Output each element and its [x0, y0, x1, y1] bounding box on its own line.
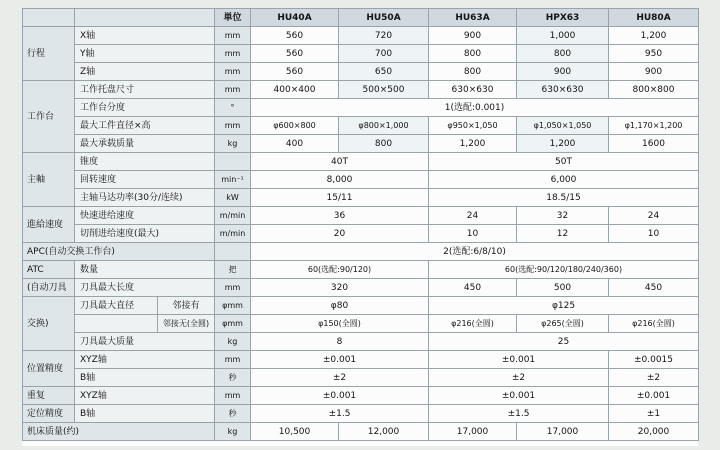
cell-rapid-hu40a-hu50a: 36: [251, 207, 429, 225]
table-row: [23, 171, 699, 189]
cell-mass-hu50a: 12,000: [339, 423, 429, 441]
cell-rep-b-hu40a-hu50a: ±1.5: [251, 405, 429, 423]
cell-pos-xyz-hu80a: ±0.0015: [609, 351, 699, 369]
row-unit-pallet-size: mm: [215, 81, 251, 99]
table-row: [23, 63, 699, 81]
row-unit-tool-length: mm: [215, 279, 251, 297]
row-unit-table-index: °: [215, 99, 251, 117]
cell-z-hu80a: 900: [609, 63, 699, 81]
cell-pallet-hu50a: 500×500: [339, 81, 429, 99]
row-label-tool-mass: 刀具最大质量: [75, 333, 215, 351]
cell-toollength-hu63a: 450: [429, 279, 517, 297]
tool-diameter-text: 刀具最大直径: [80, 300, 135, 311]
row-label-x-axis: X轴: [75, 27, 215, 45]
row-unit-apc: [215, 243, 251, 261]
cell-pos-b-hu80a: ±2: [609, 369, 699, 387]
table-row: [23, 243, 699, 261]
cell-rep-xyz-hu80a: ±0.001: [609, 387, 699, 405]
table-row: [23, 405, 699, 423]
cell-y-hu50a: 700: [339, 45, 429, 63]
tool-diameter-adjacent-no: 邻接无(全圆): [157, 315, 214, 332]
cell-workpiece-hu80a: φ1,170×1,200: [609, 117, 699, 135]
tool-diameter-adjacent-yes: 邻接有: [157, 297, 214, 314]
cell-pos-xyz-hu40a-hu50a: ±0.001: [251, 351, 429, 369]
group-atc-line2: (自动刀具: [23, 279, 75, 297]
table-row: [23, 279, 699, 297]
cell-load-hu50a: 800: [339, 135, 429, 153]
group-spindle: 主軸: [23, 153, 75, 207]
header-model-hu63a: HU63A: [429, 9, 517, 27]
row-label-tool-count: 数量: [75, 261, 215, 279]
cell-load-hu40a: 400: [251, 135, 339, 153]
machine-spec-table: [22, 8, 699, 441]
cell-x-hpx63: 1,000: [517, 27, 609, 45]
cell-rep-xyz-hu63a-hpx63: ±0.001: [429, 387, 609, 405]
cell-pos-b-hu40a-hu50a: ±2: [251, 369, 429, 387]
group-repeat-accuracy: 重复: [23, 387, 75, 405]
row-label-y-axis: Y轴: [75, 45, 215, 63]
cell-workpiece-hu40a: φ600×800: [251, 117, 339, 135]
table-row: [23, 423, 699, 441]
cell-pallet-hu63a: 630×630: [429, 81, 517, 99]
cell-power-15-11: 15/11: [251, 189, 429, 207]
table-row: [23, 369, 699, 387]
cell-toollength-hu80a: 450: [609, 279, 699, 297]
cell-table-index-all: 1(选配:0.001): [251, 99, 699, 117]
cell-z-hu50a: 650: [339, 63, 429, 81]
group-machine-mass: 机床质量(约): [23, 423, 215, 441]
row-unit-tool-mass: kg: [215, 333, 251, 351]
cell-toolcount-hu40a-hu50a: 60(选配:90/120): [251, 261, 429, 279]
cell-taper-50t: 50T: [429, 153, 699, 171]
cell-tooldia-free-hu40a-hu50a: φ150(全圆): [251, 315, 429, 333]
table-row: [23, 27, 699, 45]
cell-pallet-hpx63: 630×630: [517, 81, 609, 99]
cell-tooldia-free-hu63a: φ216(全圆): [429, 315, 517, 333]
cell-pallet-hu80a: 800×800: [609, 81, 699, 99]
cell-mass-hpx63: 17,000: [517, 423, 609, 441]
row-label-tool-diameter-free: [75, 315, 215, 333]
cell-x-hu40a: 560: [251, 27, 339, 45]
cell-power-185-15: 18.5/15: [429, 189, 699, 207]
cell-rep-xyz-hu40a-hu50a: ±0.001: [251, 387, 429, 405]
row-label-max-load: 最大承载质量: [75, 135, 215, 153]
cell-y-hpx63: 800: [517, 45, 609, 63]
row-unit-tool-diameter: φmm: [215, 297, 251, 315]
table-row: [23, 387, 699, 405]
table-row: [23, 315, 699, 333]
cell-pos-b-hu63a-hpx63: ±2: [429, 369, 609, 387]
spec-table-sheet: [22, 8, 698, 446]
table-row: [23, 351, 699, 369]
cell-y-hu80a: 950: [609, 45, 699, 63]
row-label-tool-length: 刀具最大长度: [75, 279, 215, 297]
cell-speed-8000: 8,000: [251, 171, 429, 189]
row-unit-x-axis: mm: [215, 27, 251, 45]
group-stroke: 行程: [23, 27, 75, 81]
cell-x-hu50a: 720: [339, 27, 429, 45]
table-row: [23, 153, 699, 171]
table-header-row: [23, 9, 699, 27]
row-label-spindle-power: 主轴马达功率(30分/连续): [75, 189, 215, 207]
cell-toolmass-hu40a-hu50a: 8: [251, 333, 429, 351]
cell-tooldia-hu40a-hu50a: φ80: [251, 297, 429, 315]
cell-rapid-hpx63: 32: [517, 207, 609, 225]
header-model-hu40a: HU40A: [251, 9, 339, 27]
row-unit-cutting-feed: m/min: [215, 225, 251, 243]
table-row: [23, 99, 699, 117]
cell-z-hu40a: 560: [251, 63, 339, 81]
group-repeat-accuracy-line2: 定位精度: [23, 405, 75, 423]
cell-rep-b-hu80a: ±1: [609, 405, 699, 423]
cell-load-hu63a: 1,200: [429, 135, 517, 153]
group-position-accuracy: 位置精度: [23, 351, 75, 387]
row-unit-taper: [215, 153, 251, 171]
cell-mass-hu63a: 17,000: [429, 423, 517, 441]
row-unit-spindle-speed: min⁻¹: [215, 171, 251, 189]
cell-rapid-hu80a: 24: [609, 207, 699, 225]
cell-rep-b-hu63a-hpx63: ±1.5: [429, 405, 609, 423]
cell-mass-hu80a: 20,000: [609, 423, 699, 441]
cell-tooldia-rest: φ125: [429, 297, 699, 315]
row-label-rapid-feed: 快速进给速度: [75, 207, 215, 225]
cell-taper-40t: 40T: [251, 153, 429, 171]
row-label-pallet-size: 工作托盘尺寸: [75, 81, 215, 99]
row-unit-tool-count: 把: [215, 261, 251, 279]
cell-z-hpx63: 900: [517, 63, 609, 81]
cell-toolmass-rest: 25: [429, 333, 699, 351]
table-row: [23, 135, 699, 153]
cell-load-hu80a: 1600: [609, 135, 699, 153]
cell-toollength-hu40a-hu50a: 320: [251, 279, 429, 297]
cell-y-hu63a: 800: [429, 45, 517, 63]
group-table: 工作台: [23, 81, 75, 153]
row-unit-rapid-feed: m/min: [215, 207, 251, 225]
table-row: [23, 207, 699, 225]
row-label-pos-b: B轴: [75, 369, 215, 387]
table-row: [23, 225, 699, 243]
row-unit-spindle-power: kW: [215, 189, 251, 207]
group-atc: ATC: [23, 261, 75, 279]
row-unit-rep-b: 秒: [215, 405, 251, 423]
cell-tooldia-free-hu80a: φ216(全圆): [609, 315, 699, 333]
header-blank-1: [23, 9, 75, 27]
row-label-pos-xyz: XYZ轴: [75, 351, 215, 369]
row-label-taper: 锥度: [75, 153, 215, 171]
cell-x-hu80a: 1,200: [609, 27, 699, 45]
row-unit-max-workpiece: mm: [215, 117, 251, 135]
cell-z-hu63a: 800: [429, 63, 517, 81]
table-row: [23, 45, 699, 63]
table-row: [23, 117, 699, 135]
header-model-hpx63: HPX63: [517, 9, 609, 27]
row-unit-rep-xyz: mm: [215, 387, 251, 405]
cell-workpiece-hu63a: φ950×1,050: [429, 117, 517, 135]
cell-mass-hu40a: 10,500: [251, 423, 339, 441]
table-row: [23, 81, 699, 99]
row-label-tool-diameter: [75, 297, 215, 315]
tool-diameter-blank: [75, 315, 157, 332]
cell-cutting-hu63a: 10: [429, 225, 517, 243]
row-label-table-index: 工作台分度: [75, 99, 215, 117]
table-row: [23, 333, 699, 351]
cell-workpiece-hu50a: φ800×1,000: [339, 117, 429, 135]
header-model-hu80a: HU80A: [609, 9, 699, 27]
cell-speed-6000: 6,000: [429, 171, 699, 189]
row-label-z-axis: Z轴: [75, 63, 215, 81]
row-label-rep-xyz: XYZ轴: [75, 387, 215, 405]
header-model-hu50a: HU50A: [339, 9, 429, 27]
row-unit-tool-diameter-free: φmm: [215, 315, 251, 333]
cell-toolcount-rest: 60(选配:90/120/180/240/360): [429, 261, 699, 279]
row-label-max-workpiece: 最大工件直径×高: [75, 117, 215, 135]
cell-y-hu40a: 560: [251, 45, 339, 63]
header-blank-2: [75, 9, 215, 27]
header-unit: 単位: [215, 9, 251, 27]
group-feed: 進給速度: [23, 207, 75, 243]
cell-pos-xyz-hu63a-hpx63: ±0.001: [429, 351, 609, 369]
group-atc-line3: 交换): [23, 297, 75, 351]
table-row: [23, 261, 699, 279]
group-apc: APC(自动交换工作台): [23, 243, 215, 261]
row-label-rep-b: B轴: [75, 405, 215, 423]
cell-cutting-hu80a: 10: [609, 225, 699, 243]
cell-toollength-hpx63: 500: [517, 279, 609, 297]
row-label-cutting-feed: 切削进给速度(最大): [75, 225, 215, 243]
cell-workpiece-hpx63: φ1,050×1,050: [517, 117, 609, 135]
table-row: [23, 189, 699, 207]
cell-cutting-hu40a-hu50a: 20: [251, 225, 429, 243]
cell-apc-all: 2(选配:6/8/10): [251, 243, 699, 261]
row-unit-pos-b: 秒: [215, 369, 251, 387]
row-unit-y-axis: mm: [215, 45, 251, 63]
cell-tooldia-free-hpx63: φ265(全圆): [517, 315, 609, 333]
row-unit-z-axis: mm: [215, 63, 251, 81]
row-unit-pos-xyz: mm: [215, 351, 251, 369]
cell-x-hu63a: 900: [429, 27, 517, 45]
cell-rapid-hu63a: 24: [429, 207, 517, 225]
cell-cutting-hpx63: 12: [517, 225, 609, 243]
table-row: [23, 297, 699, 315]
cell-pallet-hu40a: 400×400: [251, 81, 339, 99]
row-unit-machine-mass: kg: [215, 423, 251, 441]
cell-load-hpx63: 1,200: [517, 135, 609, 153]
row-unit-max-load: kg: [215, 135, 251, 153]
row-label-spindle-speed: 回转速度: [75, 171, 215, 189]
